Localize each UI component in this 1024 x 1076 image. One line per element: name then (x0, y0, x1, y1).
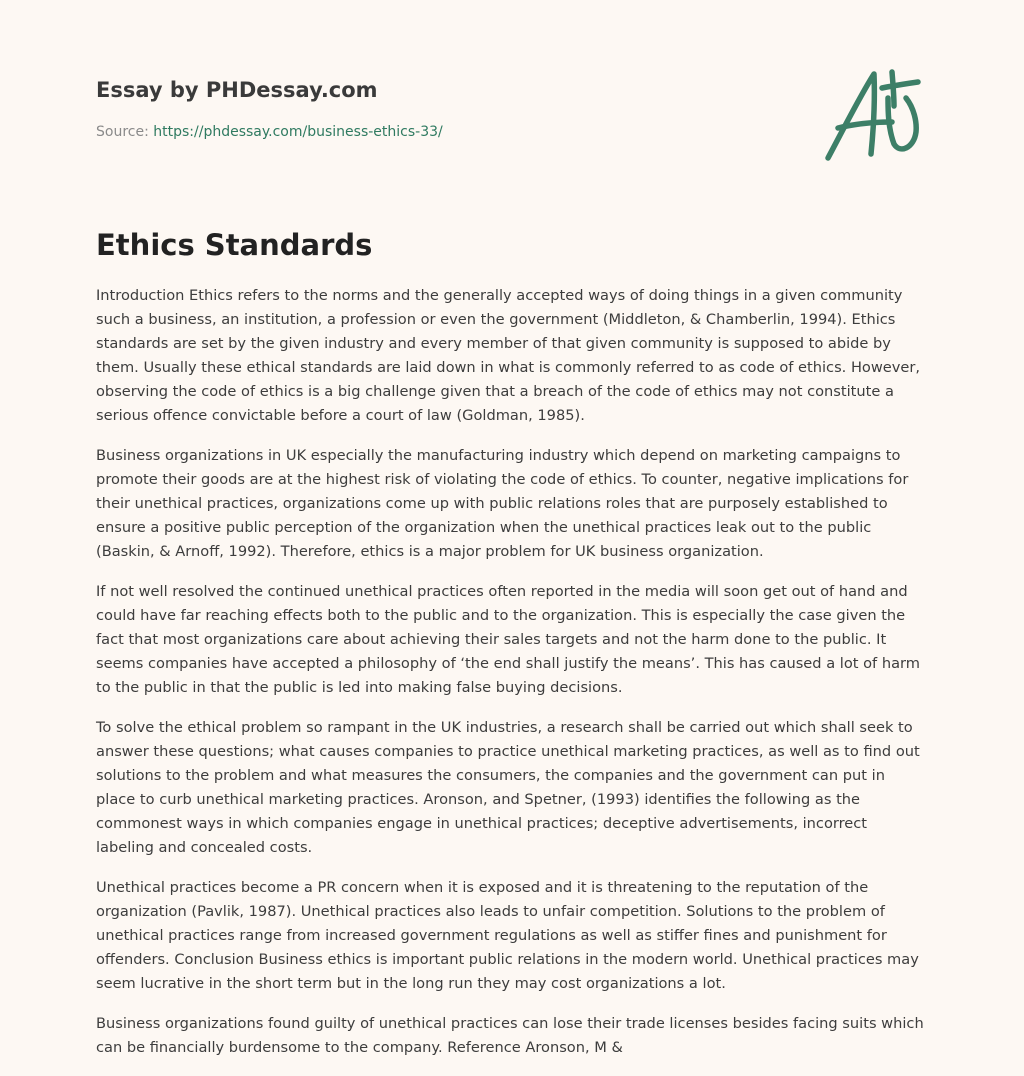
paragraph: Business organizations in UK especially the manufacturing industry which depend on marketing campaigns to promote their goods are at the highest risk of violating the code of ethics. To counter, negative implications for their unethical practices, organizations come up with public relations roles that are purposely established to ensure a positive public perception of the organization when the unethical practices leak out to the public (Baskin, & Arnoff, 1992). Therefore, ethics is a major problem for UK business organization. (96, 447, 909, 560)
paragraph: To solve the ethical problem so rampant in the UK industries, a research shall be carried out which shall seek to answer these questions; what causes companies to practice unethical marketing practices, as well as to find out solutions to the problem and what measures the consumers, the companies and the government can put in place to curb unethical marketing practices. Aronson, and Spetner, (1993) identifies the following as the commonest ways in which companies engage in unethical practices; deceptive advertisements, incorrect labeling and concealed costs. (96, 719, 920, 856)
source-line (96, 122, 443, 142)
paragraph: If not well resolved the continued unethical practices often reported in the media will soon get out of hand and could have far reaching effects both to the public and to the organization. This is especially the case given the fact that most organizations care about achieving their sales targets and not the harm done to the public. It seems companies have accepted a philosophy of ‘the end shall justify the means’. This has caused a lot of harm to the public in that the public is led into making false buying decisions. (96, 583, 920, 696)
a-plus-grade-icon (822, 66, 926, 166)
document-title: Ethics Standards (96, 228, 373, 262)
source-label: Source: (96, 124, 154, 140)
paragraph: Introduction Ethics refers to the norms and the generally accepted ways of doing things in a given community such a business, an institution, a profession or even the government (Middleton, & Chamberlin, 1994). Ethics standards are set by the given industry and every member of that given community is supposed to abide by them. Usually these ethical standards are laid down in what is commonly referred to as code of ethics. However, observing the code of ethics is a big challenge given that a breach of the code of ethics may not constitute a serious offence convictable before a court of law (Goldman, 1985). (96, 287, 921, 424)
site-brand: Essay by PHDessay.com (96, 78, 378, 102)
document-body (96, 284, 928, 1076)
paragraph: Unethical practices become a PR concern when it is exposed and it is threatening to the reputation of the organization (Pavlik, 1987). Unethical practices also leads to unfair competition. Solutions to the problem of unethical practices range from increased government regulations as well as stiffer fines and punishment for offenders. Conclusion Business ethics is important public relations in the modern world. Unethical practices may seem lucrative in the short term but in the long run they may cost organizations a lot. (96, 879, 919, 992)
paragraph: Business organizations found guilty of unethical practices can lose their trade licenses besides facing suits which can be financially burdensome to the company. Reference Aronson, M & (96, 1015, 924, 1056)
source-link[interactable]: https://phdessay.com/business-ethics-33/ (153, 124, 443, 140)
